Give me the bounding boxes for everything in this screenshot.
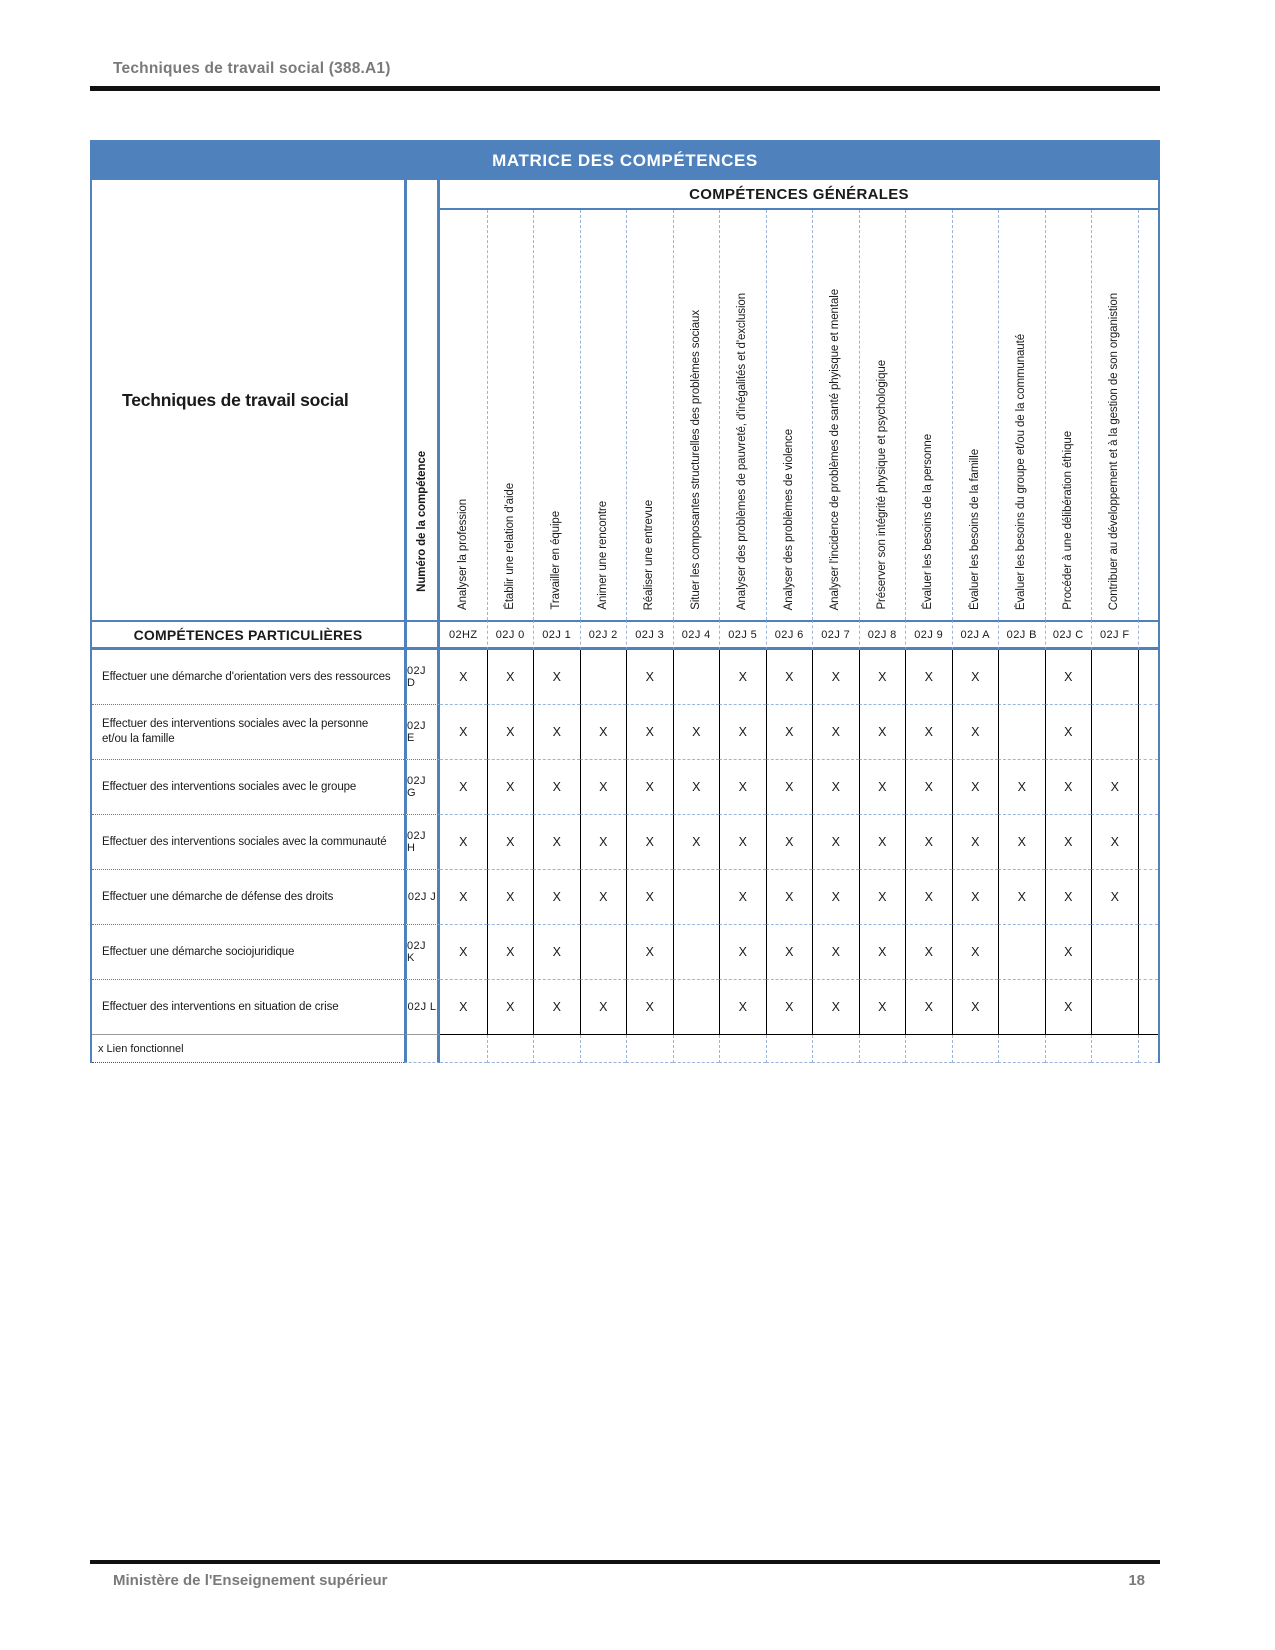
- mark-cell: X: [487, 815, 534, 870]
- mark-cell: X: [859, 980, 906, 1035]
- legend-grid-cell: [812, 1035, 859, 1063]
- column-header-label: Évaluer les besoins de la famille: [968, 449, 981, 610]
- mark-cell: X: [1045, 650, 1092, 705]
- mark-cell: X: [812, 815, 859, 870]
- column-header: [487, 210, 534, 620]
- mark-cell: X: [673, 705, 720, 760]
- legend-grid-cell: [580, 1035, 627, 1063]
- column-header-label: Préserver son intégrité physique et psychologique: [875, 360, 888, 610]
- mark-cell: X: [905, 650, 952, 705]
- column-header: [812, 210, 859, 620]
- column-code: 02J 6: [766, 620, 813, 650]
- mark-cell: X: [580, 705, 627, 760]
- mark-cell: X: [766, 870, 813, 925]
- row-code: 02J G: [404, 760, 440, 815]
- mark-cell: X: [766, 925, 813, 980]
- column-code: 02HZ: [440, 620, 487, 650]
- mark-cell: X: [487, 925, 534, 980]
- mark-cell: [1091, 650, 1138, 705]
- mark-cell: X: [812, 925, 859, 980]
- mark-cell: [673, 650, 720, 705]
- column-header-label: Analyser des problèmes de pauvreté, d'inégalités et d'exclusion: [736, 292, 749, 610]
- mark-cell: X: [859, 760, 906, 815]
- mark-cell: X: [952, 980, 999, 1035]
- mark-cell: [1091, 980, 1138, 1035]
- row-code: 02J J: [404, 870, 440, 925]
- mark-cell: X: [952, 925, 999, 980]
- mark-cell: X: [487, 980, 534, 1035]
- numero-code-spacer-cell: [404, 620, 440, 650]
- mark-cell: [673, 870, 720, 925]
- column-header: [440, 210, 487, 620]
- row-code: 02J E: [404, 705, 440, 760]
- mark-cell: X: [812, 650, 859, 705]
- mark-cell: X: [1045, 705, 1092, 760]
- column-header: [533, 210, 580, 620]
- mark-cell: X: [952, 650, 999, 705]
- mark-cell: X: [859, 705, 906, 760]
- numero-column-header-label: Numéro de la compétence: [415, 451, 428, 592]
- column-header-label: Travailler en équipe: [550, 511, 563, 610]
- page-header-title: Techniques de travail social (388.A1): [113, 60, 391, 77]
- mark-cell: X: [673, 815, 720, 870]
- mark-cell: [998, 925, 1045, 980]
- column-header: [673, 210, 720, 620]
- row-pad-cell: [1138, 760, 1159, 815]
- legend-grid-cell: [1045, 1035, 1092, 1063]
- column-header-label: Animer une rencontre: [596, 501, 609, 610]
- mark-cell: X: [533, 705, 580, 760]
- legend-grid-cell: [626, 1035, 673, 1063]
- mark-cell: X: [812, 760, 859, 815]
- column-header: [952, 210, 999, 620]
- column-code: 02J 8: [859, 620, 906, 650]
- column-header-label: Réaliser une entrevue: [643, 499, 656, 610]
- column-code: 02J 4: [673, 620, 720, 650]
- mark-cell: X: [998, 760, 1045, 815]
- mark-cell: X: [952, 760, 999, 815]
- legend-grid-cell: [766, 1035, 813, 1063]
- column-header-label: Analyser l'incidence de problèmes de santé phyisque et mentale: [829, 288, 842, 610]
- mark-cell: X: [440, 980, 487, 1035]
- mark-cell: X: [766, 705, 813, 760]
- row-code: 02J K: [404, 925, 440, 980]
- mark-cell: X: [1045, 925, 1092, 980]
- mark-cell: X: [719, 705, 766, 760]
- program-name: Techniques de travail social: [122, 389, 349, 410]
- mark-cell: [580, 925, 627, 980]
- mark-cell: X: [1045, 980, 1092, 1035]
- mark-cell: X: [533, 980, 580, 1035]
- numero-column-header: [404, 180, 440, 620]
- column-header-label: Analyser la profession: [456, 499, 469, 610]
- legend-grid-cell: [487, 1035, 534, 1063]
- mark-cell: X: [487, 705, 534, 760]
- mark-cell: X: [859, 870, 906, 925]
- mark-cell: X: [766, 815, 813, 870]
- mark-cell: X: [440, 760, 487, 815]
- mark-cell: X: [533, 870, 580, 925]
- mark-cell: X: [952, 870, 999, 925]
- legend-note: x Lien fonctionnel: [92, 1035, 404, 1063]
- mark-cell: X: [905, 870, 952, 925]
- mark-cell: [998, 705, 1045, 760]
- mark-cell: [1091, 705, 1138, 760]
- mark-cell: X: [719, 815, 766, 870]
- column-code: 02J 9: [905, 620, 952, 650]
- mark-cell: X: [580, 870, 627, 925]
- mark-cell: X: [812, 980, 859, 1035]
- mark-cell: X: [626, 650, 673, 705]
- mark-cell: X: [580, 760, 627, 815]
- mark-cell: X: [440, 650, 487, 705]
- row-pad-cell: [1138, 870, 1159, 925]
- matrix-title: MATRICE DES COMPÉTENCES: [92, 142, 1158, 180]
- mark-cell: X: [533, 925, 580, 980]
- row-pad-cell: [1138, 705, 1159, 760]
- column-header-label: Évaluer les besoins de la personne: [922, 434, 935, 610]
- column-code: 02J C: [1045, 620, 1092, 650]
- mark-cell: X: [766, 980, 813, 1035]
- mark-cell: X: [859, 815, 906, 870]
- header-rule: [90, 86, 1160, 91]
- mark-cell: X: [719, 760, 766, 815]
- column-code: 02J 7: [812, 620, 859, 650]
- legend-grid-cell: [533, 1035, 580, 1063]
- legend-pad-cell: [1138, 1035, 1159, 1063]
- mark-cell: X: [719, 650, 766, 705]
- mark-cell: X: [1091, 760, 1138, 815]
- mark-cell: X: [533, 650, 580, 705]
- column-header: [859, 210, 906, 620]
- mark-cell: X: [626, 815, 673, 870]
- mark-cell: X: [905, 980, 952, 1035]
- mark-cell: [673, 925, 720, 980]
- mark-cell: X: [905, 705, 952, 760]
- mark-cell: [998, 650, 1045, 705]
- mark-cell: X: [905, 760, 952, 815]
- mark-cell: X: [580, 980, 627, 1035]
- mark-cell: X: [1045, 815, 1092, 870]
- row-pad-cell: [1138, 650, 1159, 705]
- row-label: Effectuer une démarche de défense des droits: [92, 870, 404, 925]
- mark-cell: X: [952, 705, 999, 760]
- column-header: [626, 210, 673, 620]
- column-code: 02J B: [998, 620, 1045, 650]
- mark-cell: X: [812, 705, 859, 760]
- column-header: [1045, 210, 1092, 620]
- header-pad-cell: [1138, 210, 1159, 620]
- mark-cell: X: [1045, 760, 1092, 815]
- competency-matrix-table: [90, 140, 1160, 1063]
- mark-cell: X: [766, 650, 813, 705]
- legend-grid-cell: [1091, 1035, 1138, 1063]
- column-code: 02J 5: [719, 620, 766, 650]
- mark-cell: [1091, 925, 1138, 980]
- footer-page-number: 18: [1128, 1572, 1145, 1589]
- mark-cell: X: [626, 870, 673, 925]
- column-header: [766, 210, 813, 620]
- column-header-label: Situer les composantes structurelles des problèmes sociaux: [689, 310, 702, 610]
- row-code: 02J D: [404, 650, 440, 705]
- legend-grid-cell: [952, 1035, 999, 1063]
- column-header-label: Contribuer au développement et à la gestion de son organistion: [1108, 292, 1121, 610]
- mark-cell: X: [626, 760, 673, 815]
- legend-grid-cell: [905, 1035, 952, 1063]
- column-code: 02J 2: [580, 620, 627, 650]
- mark-cell: [998, 980, 1045, 1035]
- code-pad-cell: [1138, 620, 1159, 650]
- column-header: [1091, 210, 1138, 620]
- legend-grid-cell: [440, 1035, 487, 1063]
- mark-cell: X: [626, 925, 673, 980]
- legend-grid-cell: [859, 1035, 906, 1063]
- row-label: Effectuer des interventions en situation de crise: [92, 980, 404, 1035]
- mark-cell: X: [487, 650, 534, 705]
- column-header: [998, 210, 1045, 620]
- row-label: Effectuer une démarche sociojuridique: [92, 925, 404, 980]
- mark-cell: X: [673, 760, 720, 815]
- column-code: 02J 0: [487, 620, 534, 650]
- row-pad-cell: [1138, 925, 1159, 980]
- legend-grid-cell: [998, 1035, 1045, 1063]
- legend-grid-cell: [719, 1035, 766, 1063]
- row-label: Effectuer des interventions sociales avec la communauté: [92, 815, 404, 870]
- mark-cell: X: [440, 815, 487, 870]
- mark-cell: X: [487, 760, 534, 815]
- particular-competencies-header: COMPÉTENCES PARTICULIÈRES: [92, 620, 404, 650]
- column-header: [719, 210, 766, 620]
- column-code: 02J 1: [533, 620, 580, 650]
- mark-cell: X: [812, 870, 859, 925]
- mark-cell: X: [487, 870, 534, 925]
- mark-cell: X: [905, 815, 952, 870]
- mark-cell: X: [719, 925, 766, 980]
- mark-cell: X: [905, 925, 952, 980]
- column-header-label: Établir une relation d'aide: [503, 483, 516, 610]
- mark-cell: [580, 650, 627, 705]
- legend-numero-cell: [404, 1035, 440, 1063]
- mark-cell: X: [719, 870, 766, 925]
- mark-cell: X: [1045, 870, 1092, 925]
- legend-grid-cell: [673, 1035, 720, 1063]
- mark-cell: X: [952, 815, 999, 870]
- mark-cell: X: [626, 705, 673, 760]
- mark-cell: X: [1091, 870, 1138, 925]
- column-code: 02J 3: [626, 620, 673, 650]
- column-header: [905, 210, 952, 620]
- mark-cell: [673, 980, 720, 1035]
- mark-cell: X: [533, 815, 580, 870]
- mark-cell: X: [440, 870, 487, 925]
- mark-cell: X: [1091, 815, 1138, 870]
- mark-cell: X: [719, 980, 766, 1035]
- mark-cell: X: [440, 925, 487, 980]
- footer-ministry: Ministère de l'Enseignement supérieur: [113, 1572, 388, 1589]
- row-code: 02J H: [404, 815, 440, 870]
- column-header-label: Procéder à une délibération éthique: [1061, 431, 1074, 610]
- mark-cell: X: [580, 815, 627, 870]
- column-header: [580, 210, 627, 620]
- column-header-label: Analyser des problèmes de violence: [782, 428, 795, 610]
- column-code: 02J A: [952, 620, 999, 650]
- row-code: 02J L: [404, 980, 440, 1035]
- row-label: Effectuer des interventions sociales avec le groupe: [92, 760, 404, 815]
- mark-cell: X: [998, 815, 1045, 870]
- mark-cell: X: [440, 705, 487, 760]
- column-code: 02J F: [1091, 620, 1138, 650]
- mark-cell: X: [859, 650, 906, 705]
- row-pad-cell: [1138, 815, 1159, 870]
- general-competencies-header: COMPÉTENCES GÉNÉRALES: [440, 180, 1158, 210]
- mark-cell: X: [859, 925, 906, 980]
- mark-cell: X: [766, 760, 813, 815]
- mark-cell: X: [533, 760, 580, 815]
- footer-rule: [90, 1560, 1160, 1564]
- row-label: Effectuer des interventions sociales avec la personne et/ou la famille: [92, 705, 404, 760]
- mark-cell: X: [998, 870, 1045, 925]
- mark-cell: X: [626, 980, 673, 1035]
- column-header-label: Évaluer les besoins du groupe et/ou de la communauté: [1015, 333, 1028, 610]
- row-label: Effectuer une démarche d'orientation vers des ressources: [92, 650, 404, 705]
- row-pad-cell: [1138, 980, 1159, 1035]
